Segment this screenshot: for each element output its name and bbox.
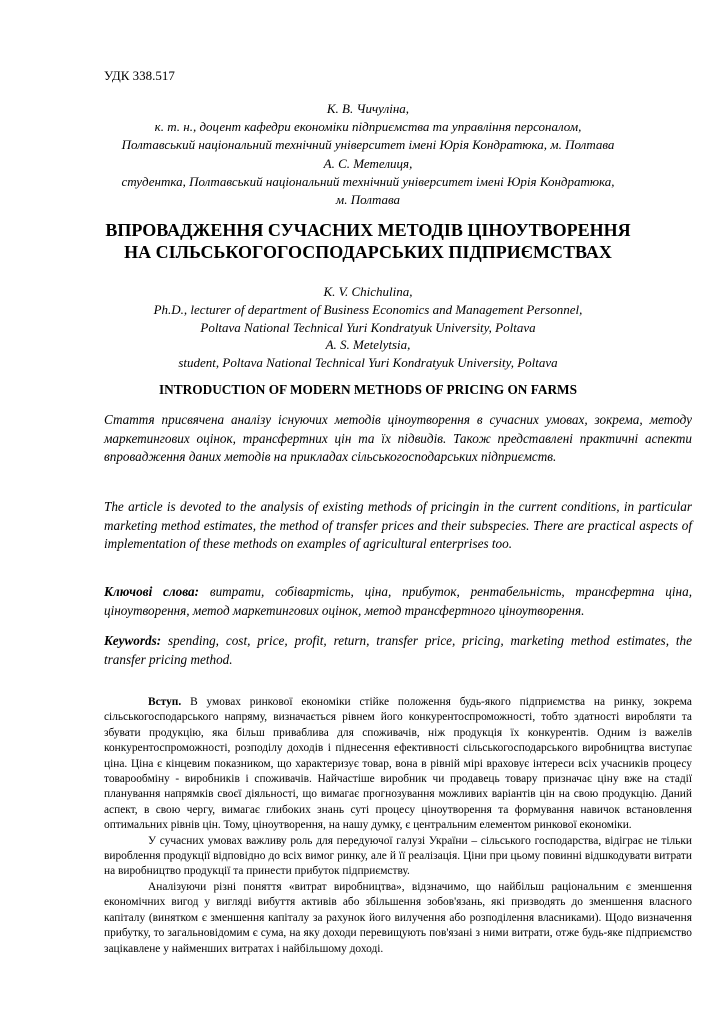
abstract-english: The article is devoted to the analysis of existing methods of pricingin in the current conditions, in particular marketing method estimates, the method of transfer prices and their subspecies. There are practical aspects of implementation of these methods on examples of agricultural enterprises too. [104,499,692,551]
keywords-english [104,632,692,669]
paragraph-intro [104,695,692,834]
udk-code: УДК 338.517 [104,68,175,83]
authors-ukrainian [100,100,636,209]
paragraph-2: У сучасних умовах важливу роль для передуючої галузі України – сільського господарства, відіграє не тільки вироблення продукції відповідно до всіх вимог ринку, але й її реалізація. Ціни при цьому повинні відшкодувати витрати на виробництво продукції та принести прибуток підприємству. [104,834,692,878]
keywords-ukrainian [104,583,692,620]
author-1-position-en: Ph.D., lecturer of department of Business Economics and Management Personnel, [153,301,583,317]
paragraph-3: Аналізуючи різні поняття «витрат виробництва», відзначимо, що найбільш раціональним є зменшення економічних вигод у вигляді вибуття активів або збільшення зобов'язань, які призводять до зменшення власного капіталу (винятком є зменшення капіталу за рахунок його вилучення або розподілення власниками). Щодо визначення прибутку, то загальновідомим є сума, на яку доходи перевищують пов'язані з ними витрати, отже будь-яке підприємство зацікавлене у найменших витратах і найбільшому доході. [104,880,692,955]
intro-text: В умовах ринкової економіки стійке положення будь-якого підприємства на ринку, зокрема сільськогосподарського напряму, визначається рівнем його конкурентоспроможності, тобто здатності виробляти та збувати продукцію, яка більш приваблива для споживачів, ніж продукція їх конкурентів. Одним із важелів конкурентоспроможності, розподілу доходів і піднесення ефективності сільськогосподарського виробництва виступає ціна. Ціна є кінцевим показником, що характеризує товар, вона в рівній мірі враховує інтереси всіх учасників процесу товарообміну - виробників і споживачів. Найчастіше виробник чи продавець товару призначає ціну вже на стадії планування напрямків своєї діяльності, що вимагає прогнозування можливих варіантів цін на свою продукцію. Даний аспект, в свою чергу, вимагає глибоких знань суті процесу ціноутворення та формування навичок встановлення оптимальних рівнів цін. Тому, ціноутворення, на нашу думку, є центральним елементом ринкової економіки. [104,696,692,832]
title-uk-line-1: ВПРОВАДЖЕННЯ СУЧАСНИХ МЕТОДІВ ЦІНОУТВОРЕННЯ [105,220,631,240]
author-1-name-en: K. V. Chichulina, [323,284,413,299]
author-1-position-uk: к. т. н., доцент кафедри економіки підприємства та управління персоналом, [154,119,582,135]
keywords-en-text: spending, cost, price, profit, return, transfer price, pricing, marketing method estimates, the transfer pricing method. [104,633,692,667]
author-2-affiliation-en: student, Poltava National Technical Yuri Kondratyuk University, Poltava [178,355,558,371]
author-1-affiliation-en: Poltava National Technical Yuri Kondratyuk University, Poltava [200,319,536,335]
author-2-city-uk: м. Полтава [335,192,401,208]
title-english: INTRODUCTION OF MODERN METHODS OF PRICING ON FARMS [159,382,577,397]
title-uk-line-2: НА СІЛЬСЬКОГОГОСПОДАРСЬКИХ ПІДПРИЄМСТВАХ [124,242,612,262]
author-2-name-en: A. S. Metelytsia, [325,337,411,353]
authors-english [100,283,636,372]
author-1-affiliation-uk: Полтавський національний технічний університет імені Юрія Кондратюка, м. Полтава [121,137,615,153]
keywords-en-label: Keywords: [104,633,162,648]
author-1-name-uk: К. В. Чичуліна, [326,101,410,116]
author-2-name-uk: А. С. Метелиця, [323,155,413,171]
keywords-uk-text: витрати, собівартість, ціна, прибуток, рентабельність, трансфертна ціна, ціноутворення, метод маркетингових оцінок, метод трансфертного ціноутворення. [104,584,692,618]
intro-label: Вступ. [148,696,182,708]
keywords-uk-label: Ключові слова: [104,584,200,599]
author-2-affiliation-uk: студентка, Полтавський національний технічний університет імені Юрія Кондратюка, [121,173,615,189]
title-ukrainian [100,219,636,263]
abstract-ukrainian: Стаття присвячена аналізу існуючих методів ціноутворення в сучасних умовах, зокрема, методу маркетингових оцінок, трансфертних цін та їх підвидів. Також представлені практичні аспекти впровадження даних методів на прикладах сільськогосподарських підприємств. [104,412,692,464]
body-text [104,695,692,957]
